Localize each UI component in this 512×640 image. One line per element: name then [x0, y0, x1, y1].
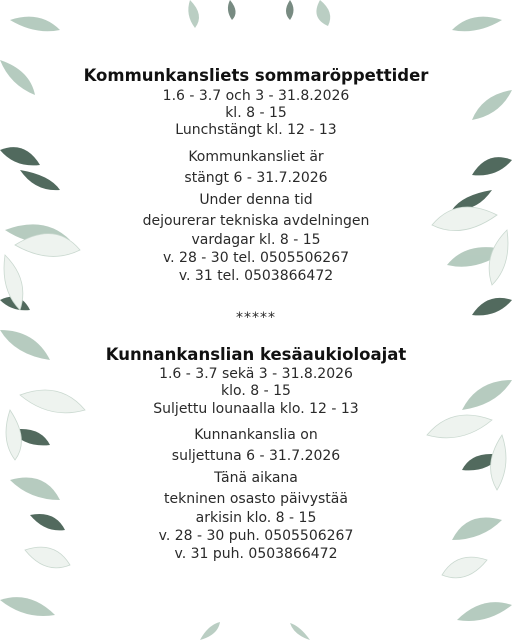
- bottom-leaves: [170, 620, 350, 640]
- finnish-line: v. 31 puh. 0503866472: [174, 546, 338, 562]
- swedish-line: v. 28 - 30 tel. 0505506267: [162, 250, 350, 266]
- language-separator: *****: [236, 310, 276, 326]
- swedish-line: 1.6 - 3.7 och 3 - 31.8.2026: [162, 88, 350, 104]
- swedish-line: stängt 6 - 31.7.2026: [184, 170, 328, 186]
- swedish-title: Kommunkansliets sommaröppettider: [83, 66, 429, 85]
- finnish-line: Tänä aikana: [214, 470, 298, 486]
- swedish-line: vardagar kl. 8 - 15: [191, 232, 321, 248]
- swedish-line: Lunchstängt kl. 12 - 13: [175, 122, 337, 138]
- finnish-line: tekninen osasto päivystää: [164, 491, 348, 507]
- swedish-line: kl. 8 - 15: [225, 105, 287, 121]
- swedish-line: Under denna tid: [199, 192, 313, 208]
- finnish-line: klo. 8 - 15: [221, 383, 291, 399]
- swedish-line: Kommunkansliet är: [188, 149, 324, 165]
- top-leaves: [170, 0, 350, 30]
- finnish-line: 1.6 - 3.7 sekä 3 - 31.8.2026: [159, 366, 353, 382]
- finnish-line: v. 28 - 30 puh. 0505506267: [158, 528, 354, 544]
- finnish-title: Kunnankanslian kesäaukioloajat: [105, 345, 407, 364]
- swedish-line: v. 31 tel. 0503866472: [178, 268, 334, 284]
- finnish-line: arkisin klo. 8 - 15: [195, 510, 317, 526]
- swedish-line: dejourerar tekniska avdelningen: [142, 213, 370, 229]
- finnish-line: suljettuna 6 - 31.7.2026: [171, 448, 341, 464]
- finnish-line: Kunnankanslia on: [194, 427, 318, 443]
- finnish-line: Suljettu lounaalla klo. 12 - 13: [153, 401, 359, 417]
